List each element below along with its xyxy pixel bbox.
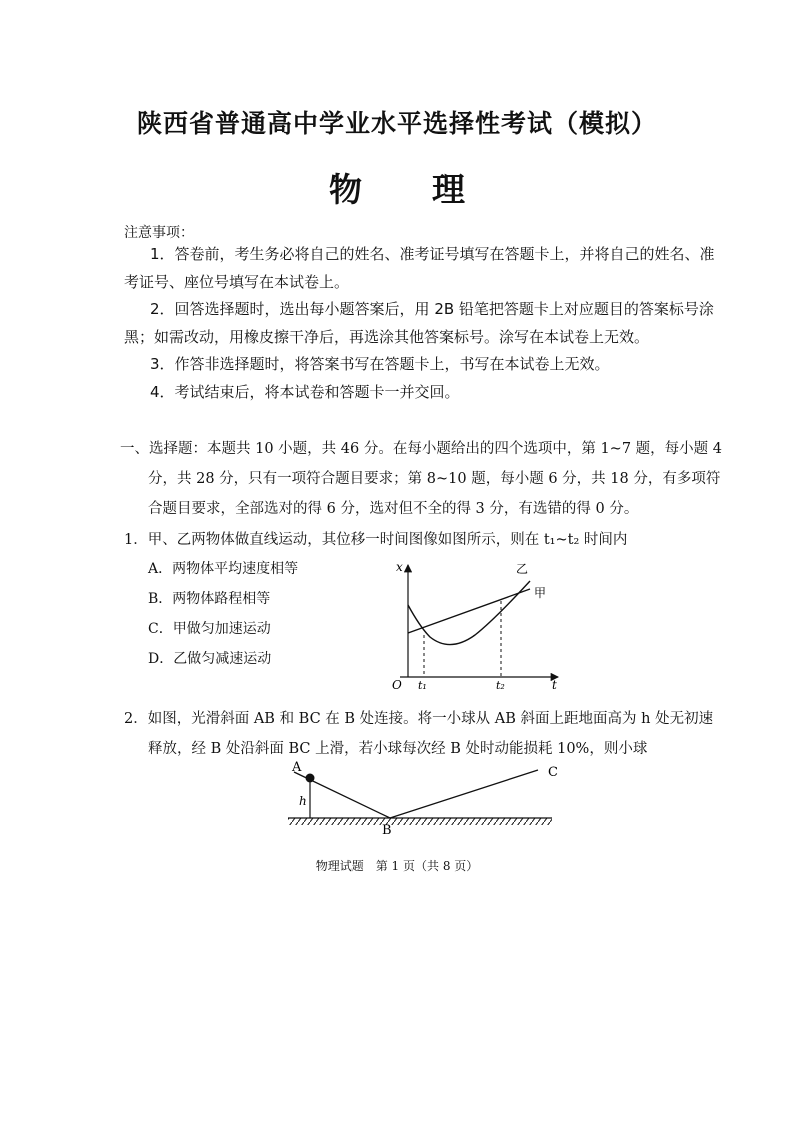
section-1-line-3: 合题目要求，全部选对的得 6 分，选对但不全的得 3 分，有选错的得 0 分。 xyxy=(148,501,639,517)
subject-title xyxy=(0,164,794,211)
t1-label: t₁ xyxy=(418,679,427,692)
line-jia xyxy=(408,589,530,633)
q2-slope-figure xyxy=(280,758,570,840)
q2-line-1: 2．如图，光滑斜面 AB 和 BC 在 B 处连接。将一小球从 AB 斜面上距地面高为 h 处无初速 xyxy=(124,711,714,727)
q1-option-a: A．两物体平均速度相等 xyxy=(148,561,299,577)
slope-bc xyxy=(390,770,538,818)
notice-heading: 注意事项： xyxy=(124,225,194,241)
notice-item-1-line-2: 考证号、座位号填写在本试卷上。 xyxy=(124,273,350,291)
notice-item-4: 4．考试结束后，将本试卷和答题卡一并交回。 xyxy=(150,383,460,401)
notice-item-2-line-2: 黑；如需改动，用橡皮擦干净后，再选涂其他答案标号。涂写在本试卷上无效。 xyxy=(124,328,650,346)
q1-option-c: C．甲做匀加速运动 xyxy=(148,621,271,637)
q1-stem: 1．甲、乙两物体做直线运动，其位移一时间图像如图所示，则在 t₁~t₂ 时间内 xyxy=(124,532,628,548)
point-c-label: C xyxy=(548,765,558,780)
point-a-label: A xyxy=(292,760,302,775)
height-label: h xyxy=(299,794,307,808)
y-axis-label: x xyxy=(396,560,403,574)
q2-line-2: 释放，经 B 处沿斜面 BC 上滑，若小球每次经 B 处时动能损耗 10%，则小球 xyxy=(148,741,648,757)
yi-label: 乙 xyxy=(516,562,529,576)
t2-label: t₂ xyxy=(496,679,505,692)
point-b-label: B xyxy=(382,823,392,838)
subject-char-2: 理 xyxy=(432,170,465,209)
section-1-line-1: 一、选择题：本题共 10 小题，共 46 分。在每小题给出的四个选项中，第 1~7 题，每小题 4 xyxy=(120,441,722,457)
curve-yi xyxy=(408,581,530,645)
notice-item-3: 3．作答非选择题时，将答案书写在答题卡上，书写在本试卷上无效。 xyxy=(150,355,610,373)
origin-label: O xyxy=(392,678,402,692)
x-axis-label: t xyxy=(552,678,557,692)
section-1-line-2: 分，共 28 分，只有一项符合题目要求；第 8~10 题，每小题 6 分，共 18 分，有多项符 xyxy=(148,471,721,487)
subject-char-1: 物 xyxy=(329,170,362,209)
jia-label: 甲 xyxy=(534,586,547,600)
notice-item-2-line-1: 2．回答选择题时，选出每小题答案后，用 2B 铅笔把答题卡上对应题目的答案标号涂 xyxy=(150,300,714,318)
ground-hatch xyxy=(288,818,552,825)
q1-option-b: B．两物体路程相等 xyxy=(148,591,271,607)
q1-option-d: D．乙做匀减速运动 xyxy=(148,651,272,667)
page-footer: 物理试题 第 1 页（共 8 页） xyxy=(315,859,479,873)
notice-item-1-line-1: 1．答卷前，考生务必将自己的姓名、准考证号填写在答题卡上，并将自己的姓名、准 xyxy=(150,245,715,263)
ball xyxy=(306,774,315,783)
q1-xt-graph xyxy=(380,555,570,695)
exam-title: 陕西省普通高中学业水平选择性考试（模拟） xyxy=(136,109,657,138)
